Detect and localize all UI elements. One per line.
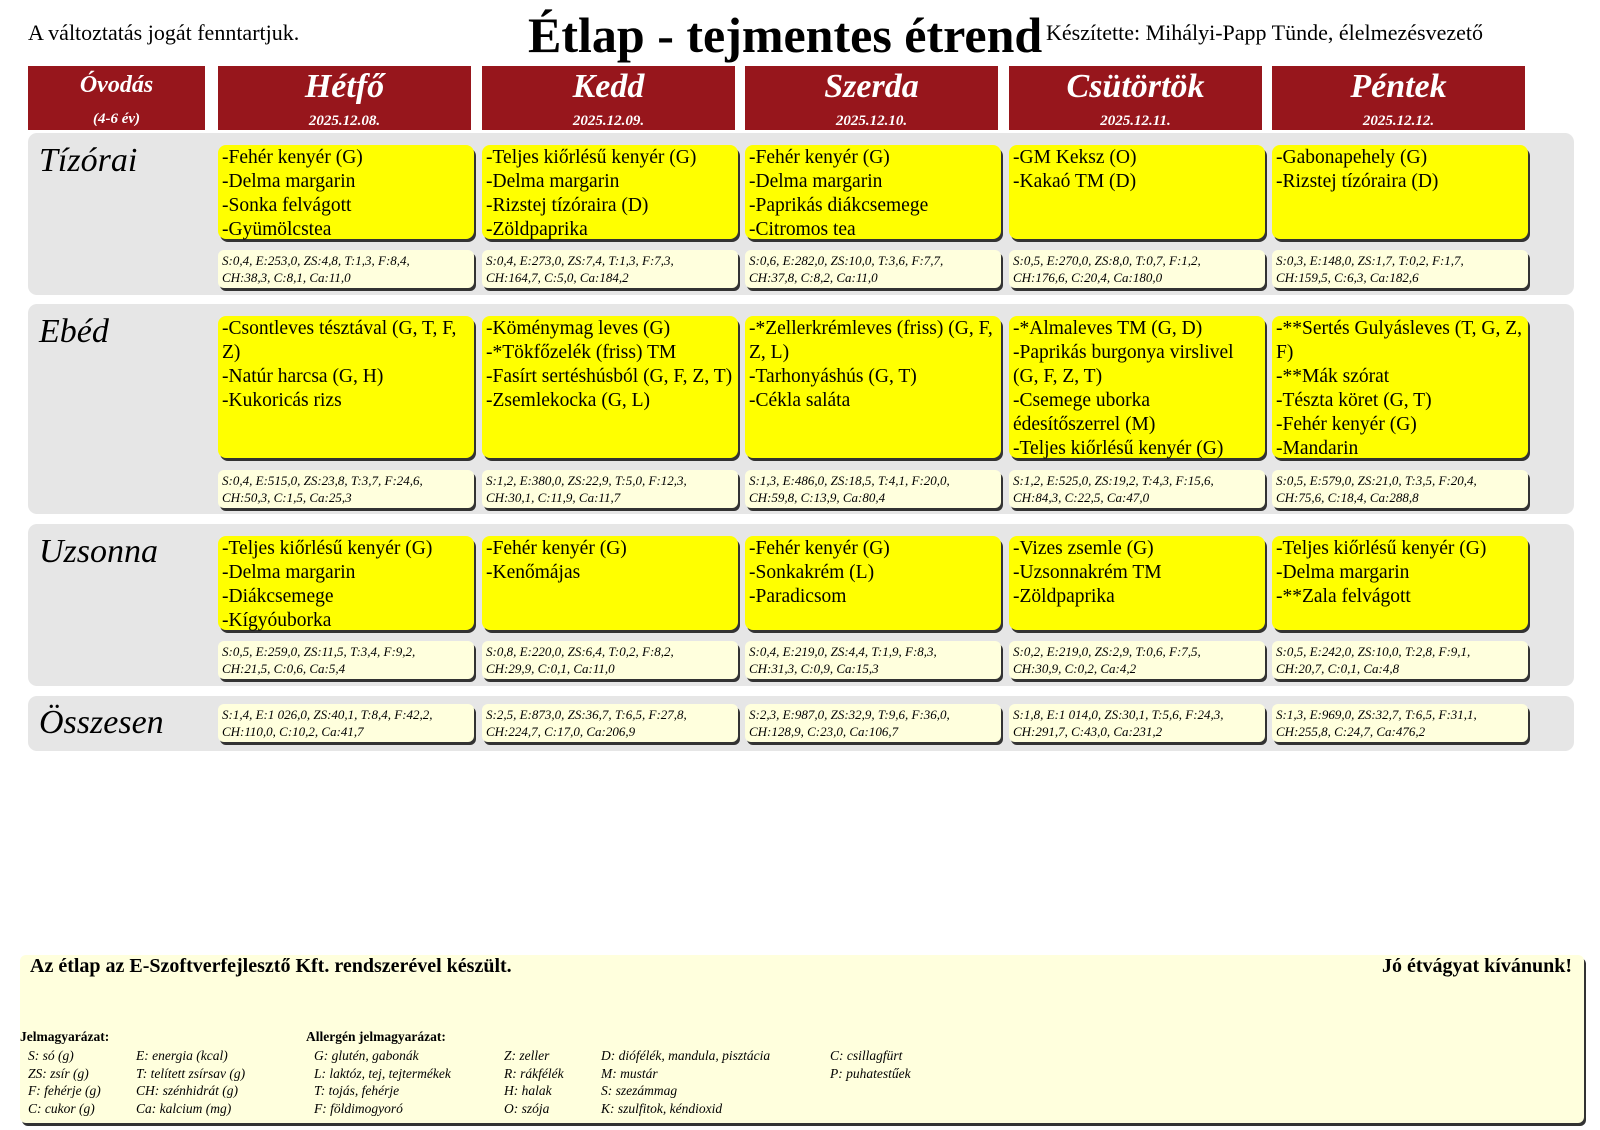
daily-total-cell bbox=[1272, 704, 1528, 742]
bon-appetit-text: Jó étvágyat kívánunk! bbox=[1381, 955, 1572, 977]
nutrition-line: S:0,4, E:219,0, ZS:4,4, T:1,9, F:8,3, bbox=[749, 644, 937, 659]
allergen-entry: D: diófélék, mandula, pisztácia bbox=[601, 1048, 771, 1063]
nutrition-line: S:0,3, E:148,0, ZS:1,7, T:0,2, F:1,7, bbox=[1276, 253, 1464, 268]
nutrition-cell bbox=[745, 641, 1001, 679]
nutrition-cell bbox=[1272, 250, 1528, 288]
nutrition-line: CH:75,6, C:18,4, Ca:288,8 bbox=[1276, 490, 1419, 505]
allergen-entry: C: csillagfürt bbox=[830, 1048, 903, 1063]
allergen-legend-title: Allergén jelmagyarázat: bbox=[306, 1029, 446, 1044]
menu-item: -**Zala felvágott bbox=[1276, 586, 1411, 607]
menu-item: -Sonka felvágott bbox=[222, 195, 352, 216]
nutrition-cell bbox=[1009, 470, 1265, 508]
menu-item: -Delma margarin bbox=[222, 171, 356, 192]
nutrition-line: S:0,5, E:579,0, ZS:21,0, T:3,5, F:20,4, bbox=[1276, 473, 1477, 488]
menu-item: -Citromos tea bbox=[749, 219, 856, 240]
nutrition-line: S:0,4, E:253,0, ZS:4,8, T:1,3, F:8,4, bbox=[222, 253, 410, 268]
author-credit: Készítette: Mihályi-Papp Tünde, élelmezésvezető bbox=[1046, 20, 1483, 45]
meal-label: Tízórai bbox=[39, 142, 138, 179]
meal-items-cell bbox=[1009, 316, 1265, 458]
nutrition-line: CH:38,3, C:8,1, Ca:11,0 bbox=[222, 270, 351, 285]
nutrition-cell bbox=[1272, 470, 1528, 508]
menu-item: -Rizstej tízóraira (D) bbox=[486, 195, 649, 216]
menu-item: -Paprikás diákcsemege bbox=[749, 195, 929, 216]
nutrition-cell bbox=[482, 470, 738, 508]
menu-item: -Uzsonnakrém TM bbox=[1013, 562, 1162, 583]
menu-item: -Fehér kenyér (G) bbox=[222, 147, 363, 168]
legend-entry: ZS: zsír (g) bbox=[28, 1065, 89, 1081]
nutrition-line: CH:224,7, C:17,0, Ca:206,9 bbox=[486, 724, 636, 739]
legend-entry: F: fehérje (g) bbox=[28, 1083, 101, 1098]
day-header-friday bbox=[1272, 66, 1525, 130]
menu-item: -Csontleves tésztával (G, T, F, Z) bbox=[222, 318, 457, 363]
menu-item: -Vizes zsemle (G) bbox=[1013, 538, 1154, 559]
nutrition-cell bbox=[482, 641, 738, 679]
meal-items-cell bbox=[218, 536, 474, 630]
meal-items-cell bbox=[1009, 536, 1265, 630]
meal-items-cell bbox=[1009, 145, 1265, 239]
nutrition-cell bbox=[1009, 641, 1265, 679]
menu-item: -Teljes kiőrlésű kenyér (G) bbox=[1013, 438, 1224, 459]
day-date: 2025.12.11. bbox=[1100, 113, 1171, 129]
daily-total-cell bbox=[1009, 704, 1265, 742]
allergen-entry: S: szezámmag bbox=[601, 1083, 678, 1098]
menu-item: -Gabonapehely (G) bbox=[1276, 147, 1428, 168]
nutrition-line: CH:50,3, C:1,5, Ca:25,3 bbox=[222, 490, 352, 505]
nutrition-line: CH:30,1, C:11,9, Ca:11,7 bbox=[486, 490, 621, 505]
nutrition-line: CH:110,0, C:10,2, Ca:41,7 bbox=[222, 724, 364, 739]
nutrition-cell bbox=[218, 641, 474, 679]
allergen-entry: R: rákfélék bbox=[504, 1065, 564, 1081]
nutrition-line: CH:31,3, C:0,9, Ca:15,3 bbox=[749, 661, 879, 676]
allergen-entry: G: glutén, gabonák bbox=[314, 1048, 419, 1063]
age-group-subtitle: (4-6 év) bbox=[92, 111, 141, 127]
menu-item: -Cékla saláta bbox=[749, 390, 851, 411]
day-header-monday bbox=[218, 66, 471, 130]
menu-item: -Fehér kenyér (G) bbox=[1276, 414, 1417, 435]
nutrition-line: S:0,4, E:273,0, ZS:7,4, T:1,3, F:7,3, bbox=[486, 253, 674, 268]
meal-items-cell bbox=[1272, 536, 1528, 630]
menu-item: -*Almaleves TM (G, D) bbox=[1013, 318, 1203, 339]
menu-item: -Teljes kiőrlésű kenyér (G) bbox=[1276, 538, 1487, 559]
software-credit: Az étlap az E-Szoftverfejlesztő Kft. rendszerével készült. bbox=[30, 955, 512, 977]
day-name: Péntek bbox=[1350, 68, 1447, 105]
nutrition-line: S:0,2, E:219,0, ZS:2,9, T:0,6, F:7,5, bbox=[1013, 644, 1201, 659]
nutrition-line: S:0,6, E:282,0, ZS:10,0, T:3,6, F:7,7, bbox=[749, 253, 944, 268]
nutrition-line: S:0,4, E:515,0, ZS:23,8, T:3,7, F:24,6, bbox=[222, 473, 423, 488]
menu-item: -Delma margarin bbox=[1276, 562, 1410, 583]
allergen-entry: M: mustár bbox=[601, 1065, 658, 1081]
nutrition-line: CH:84,3, C:22,5, Ca:47,0 bbox=[1013, 490, 1150, 505]
nutrition-cell bbox=[745, 250, 1001, 288]
nutrition-line: CH:164,7, C:5,0, Ca:184,2 bbox=[486, 270, 629, 285]
menu-item: -Teljes kiőrlésű kenyér (G) bbox=[222, 538, 433, 559]
menu-item: -Fasírt sertéshúsból (G, F, Z, T) bbox=[486, 366, 733, 387]
menu-item: -Köménymag leves (G) bbox=[486, 318, 671, 339]
allergen-entry: L: laktóz, tej, tejtermékek bbox=[314, 1065, 451, 1081]
nutrition-line: CH:21,5, C:0,6, Ca:5,4 bbox=[222, 661, 346, 676]
meal-items-cell bbox=[218, 316, 474, 458]
disclaimer-notice: A változtatás jogát fenntartjuk. bbox=[28, 20, 300, 45]
nutrition-line: CH:291,7, C:43,0, Ca:231,2 bbox=[1013, 724, 1163, 739]
menu-item: -Csemege uborka édesítőszerrel (M) bbox=[1013, 390, 1156, 435]
meal-items-cell bbox=[745, 536, 1001, 630]
meal-items-cell bbox=[482, 145, 738, 239]
legend-entry: C: cukor (g) bbox=[28, 1100, 95, 1116]
meal-items-cell bbox=[1272, 145, 1528, 239]
day-date: 2025.12.09. bbox=[572, 113, 645, 129]
day-date: 2025.12.10. bbox=[835, 113, 908, 129]
day-name: Kedd bbox=[572, 68, 645, 105]
legend-entry: E: energia (kcal) bbox=[136, 1048, 228, 1063]
menu-item: -Delma margarin bbox=[222, 562, 356, 583]
nutrition-line: CH:59,8, C:13,9, Ca:80,4 bbox=[749, 490, 886, 505]
nutrition-cell bbox=[482, 250, 738, 288]
footer-panel bbox=[20, 955, 1584, 1123]
allergen-entry: Z: zeller bbox=[504, 1048, 550, 1063]
day-header-tuesday bbox=[482, 66, 735, 130]
legend-column bbox=[28, 1047, 101, 1117]
menu-item: -Rizstej tízóraira (D) bbox=[1276, 171, 1439, 192]
nutrition-line: S:2,5, E:873,0, ZS:36,7, T:6,5, F:27,8, bbox=[486, 707, 687, 722]
nutrition-line: CH:37,8, C:8,2, Ca:11,0 bbox=[749, 270, 878, 285]
nutrition-line: S:1,2, E:380,0, ZS:22,9, T:5,0, F:12,3, bbox=[486, 473, 687, 488]
menu-item: -Paprikás burgonya virslivel (G, F, Z, T) bbox=[1013, 342, 1234, 387]
meal-items-cell bbox=[482, 536, 738, 630]
day-header-thursday bbox=[1009, 66, 1262, 130]
allergen-column bbox=[601, 1047, 770, 1117]
menu-item: -Kukoricás rizs bbox=[222, 390, 342, 411]
allergen-entry: H: halak bbox=[504, 1083, 552, 1098]
allergen-entry: O: szója bbox=[504, 1100, 550, 1116]
nutrition-line: CH:176,6, C:20,4, Ca:180,0 bbox=[1013, 270, 1163, 285]
page-title: Étlap - tejmentes étrend bbox=[528, 7, 1043, 63]
menu-item: -*Tökfőzelék (friss) TM bbox=[486, 342, 677, 363]
daily-total-cell bbox=[745, 704, 1001, 742]
legend-title: Jelmagyarázat: bbox=[20, 1029, 110, 1044]
nutrition-line: S:1,3, E:969,0, ZS:32,7, T:6,5, F:31,1, bbox=[1276, 707, 1477, 722]
legend-entry: T: telített zsírsav (g) bbox=[136, 1065, 246, 1081]
menu-item: -Zöldpaprika bbox=[486, 219, 588, 240]
menu-item: -Delma margarin bbox=[486, 171, 620, 192]
menu-item: -Gyümölcstea bbox=[222, 219, 332, 240]
nutrition-cell bbox=[1272, 641, 1528, 679]
menu-item: -Fehér kenyér (G) bbox=[749, 538, 890, 559]
nutrition-line: S:0,5, E:259,0, ZS:11,5, T:3,4, F:9,2, bbox=[222, 644, 416, 659]
nutrition-line: CH:128,9, C:23,0, Ca:106,7 bbox=[749, 724, 899, 739]
nutrition-cell bbox=[745, 470, 1001, 508]
nutrition-line: S:1,3, E:486,0, ZS:18,5, T:4,1, F:20,0, bbox=[749, 473, 950, 488]
nutrition-line: S:0,5, E:270,0, ZS:8,0, T:0,7, F:1,2, bbox=[1013, 253, 1201, 268]
nutrition-line: CH:255,8, C:24,7, Ca:476,2 bbox=[1276, 724, 1426, 739]
day-header-wednesday bbox=[745, 66, 998, 130]
day-name: Hétfő bbox=[304, 68, 385, 105]
legend-entry: Ca: kalcium (mg) bbox=[136, 1100, 232, 1116]
nutrition-line: CH:20,7, C:0,1, Ca:4,8 bbox=[1276, 661, 1400, 676]
menu-item: -Delma margarin bbox=[749, 171, 883, 192]
legend-entry: CH: szénhidrát (g) bbox=[136, 1083, 238, 1098]
daily-total-cell bbox=[482, 704, 738, 742]
menu-item: -Sonkakrém (L) bbox=[749, 562, 875, 583]
nutrition-line: S:1,2, E:525,0, ZS:19,2, T:4,3, F:15,6, bbox=[1013, 473, 1214, 488]
day-name: Szerda bbox=[824, 68, 919, 105]
menu-item: -Tarhonyáshús (G, T) bbox=[749, 366, 917, 387]
nutrition-line: S:0,5, E:242,0, ZS:10,0, T:2,8, F:9,1, bbox=[1276, 644, 1471, 659]
menu-item: -Kígyóuborka bbox=[222, 610, 332, 631]
nutrition-line: S:0,8, E:220,0, ZS:6,4, T:0,2, F:8,2, bbox=[486, 644, 674, 659]
meal-items-cell bbox=[745, 145, 1001, 239]
meal-label: Ebéd bbox=[39, 313, 109, 350]
daily-total-cell bbox=[218, 704, 474, 742]
allergen-entry: P: puhatestűek bbox=[830, 1065, 911, 1081]
menu-item: -Zsemlekocka (G, L) bbox=[486, 390, 651, 411]
meal-label: Uzsonna bbox=[39, 533, 159, 570]
nutrition-line: S:2,3, E:987,0, ZS:32,9, T:9,6, F:36,0, bbox=[749, 707, 950, 722]
allergen-column bbox=[504, 1047, 564, 1117]
meal-items-cell bbox=[482, 316, 738, 458]
menu-item: -Fehér kenyér (G) bbox=[486, 538, 627, 559]
day-date: 2025.12.12. bbox=[1362, 113, 1435, 129]
nutrition-cell bbox=[218, 250, 474, 288]
menu-item: -**Sertés Gulyásleves (T, G, Z, F) bbox=[1276, 318, 1523, 363]
menu-item: -Teljes kiőrlésű kenyér (G) bbox=[486, 147, 697, 168]
allergen-entry: F: földimogyoró bbox=[314, 1100, 403, 1116]
nutrition-cell bbox=[1009, 250, 1265, 288]
allergen-column bbox=[314, 1047, 451, 1117]
nutrition-line: CH:30,9, C:0,2, Ca:4,2 bbox=[1013, 661, 1137, 676]
menu-item: -Kakaó TM (D) bbox=[1013, 171, 1137, 192]
menu-item: -GM Keksz (O) bbox=[1013, 147, 1137, 168]
day-date: 2025.12.08. bbox=[308, 113, 381, 129]
menu-item: -Tészta köret (G, T) bbox=[1276, 390, 1432, 411]
day-name: Csütörtök bbox=[1066, 68, 1205, 105]
allergen-entry: K: szulfitok, kéndioxid bbox=[601, 1100, 723, 1116]
menu-item: -Zöldpaprika bbox=[1013, 586, 1115, 607]
nutrition-line: S:1,8, E:1 014,0, ZS:30,1, T:5,6, F:24,3, bbox=[1013, 707, 1224, 722]
menu-item: -Mandarin bbox=[1276, 438, 1359, 459]
menu-item: -**Mák szórat bbox=[1276, 366, 1390, 387]
menu-item: -Kenőmájas bbox=[486, 562, 581, 583]
meal-items-cell bbox=[218, 145, 474, 239]
menu-item: -Diákcsemege bbox=[222, 586, 334, 607]
legend-column bbox=[136, 1047, 245, 1117]
totals-label: Összesen bbox=[39, 704, 164, 741]
age-group-header bbox=[28, 66, 205, 130]
legend-entry: S: só (g) bbox=[28, 1048, 74, 1063]
allergen-entry: T: tojás, fehérje bbox=[314, 1083, 400, 1098]
nutrition-cell bbox=[218, 470, 474, 508]
allergen-column bbox=[830, 1047, 911, 1082]
menu-item: -*Zellerkrémleves (friss) (G, F, Z, L) bbox=[749, 318, 993, 363]
menu-item: -Paradicsom bbox=[749, 586, 847, 607]
nutrition-line: S:1,4, E:1 026,0, ZS:40,1, T:8,4, F:42,2, bbox=[222, 707, 433, 722]
menu-item: -Natúr harcsa (G, H) bbox=[222, 366, 384, 387]
nutrition-line: CH:29,9, C:0,1, Ca:11,0 bbox=[486, 661, 615, 676]
menu-item: -Fehér kenyér (G) bbox=[749, 147, 890, 168]
nutrition-line: CH:159,5, C:6,3, Ca:182,6 bbox=[1276, 270, 1419, 285]
meal-items-cell bbox=[1272, 316, 1528, 458]
age-group-title: Óvodás bbox=[79, 72, 154, 98]
meal-items-cell bbox=[745, 316, 1001, 458]
